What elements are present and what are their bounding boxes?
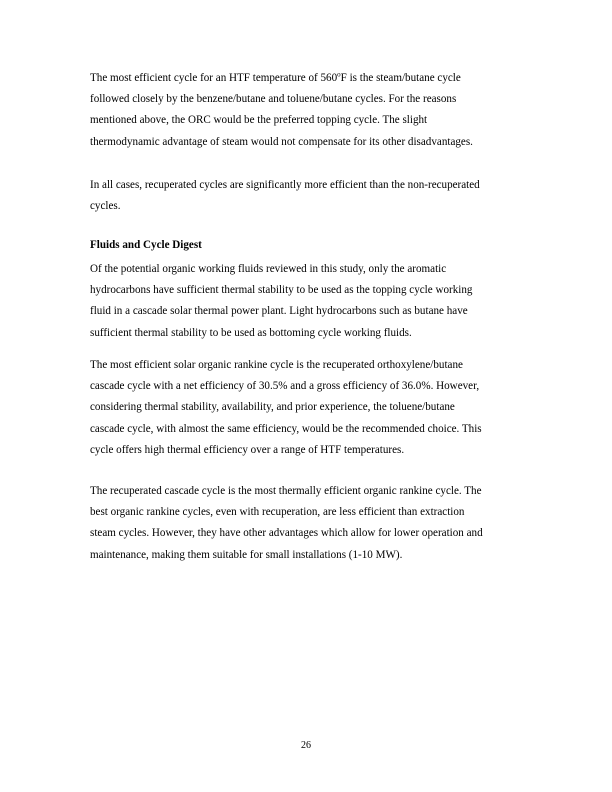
text-line: best organic rankine cycles, even with recuperation, are less efficient than extraction xyxy=(90,506,465,519)
text-line: maintenance, making them suitable for small installations (1-10 MW). xyxy=(90,548,403,561)
text-line: cascade cycle with a net efficiency of 30.5% and a gross efficiency of 36.0%. However, xyxy=(90,380,480,393)
text-fragment: F is the steam/butane cycle xyxy=(340,72,461,84)
text-line: sufficient thermal stability to be used as bottoming cycle working fluids. xyxy=(90,326,412,339)
text-line: In all cases, recuperated cycles are significantly more efficient than the non-recuperated xyxy=(90,179,480,191)
paragraph-htf-efficiency xyxy=(90,68,530,153)
text-line: considering thermal stability, availability, and prior experience, the toluene/butane xyxy=(90,401,455,414)
paragraph-cascade-cycle xyxy=(90,481,530,566)
text-line: mentioned above, the ORC would be the preferred topping cycle. The slight xyxy=(90,114,428,127)
text-line: hydrocarbons have sufficient thermal stability to be used as the topping cycle working xyxy=(90,284,473,297)
text-line: The most efficient solar organic rankine cycle is the recuperated orthoxylene/butane xyxy=(90,359,463,371)
page-number: 26 xyxy=(301,740,311,751)
paragraph-recuperated xyxy=(90,175,530,217)
text-line: steam cycles. However, they have other advantages which allow for lower operation and xyxy=(90,527,483,540)
paragraph-fluids xyxy=(90,259,530,344)
text-line: cycles. xyxy=(90,200,121,213)
text-line: followed closely by the benzene/butane and toluene/butane cycles. For the reasons xyxy=(90,93,457,106)
text-line: cascade cycle, with almost the same efficiency, would be the recommended choice. This xyxy=(90,422,482,435)
text-line: The recuperated cascade cycle is the most thermally efficient organic rankine cycle. The xyxy=(90,485,482,497)
text-line: fluid in a cascade solar thermal power plant. Light hydrocarbons such as butane have xyxy=(90,305,468,318)
text-fragment: The most efficient cycle for an HTF temperature of 560 xyxy=(90,72,338,84)
section-heading: Fluids and Cycle Digest xyxy=(90,239,202,251)
text-line: thermodynamic advantage of steam would not compensate for its other disadvantages. xyxy=(90,135,473,148)
paragraph-most-efficient xyxy=(90,355,530,461)
degree-superscript: o xyxy=(337,70,341,79)
text-line: cycle offers high thermal efficiency over a range of HTF temperatures. xyxy=(90,443,405,456)
text-line xyxy=(90,68,530,89)
text-line: Of the potential organic working fluids reviewed in this study, only the aromatic xyxy=(90,263,447,275)
